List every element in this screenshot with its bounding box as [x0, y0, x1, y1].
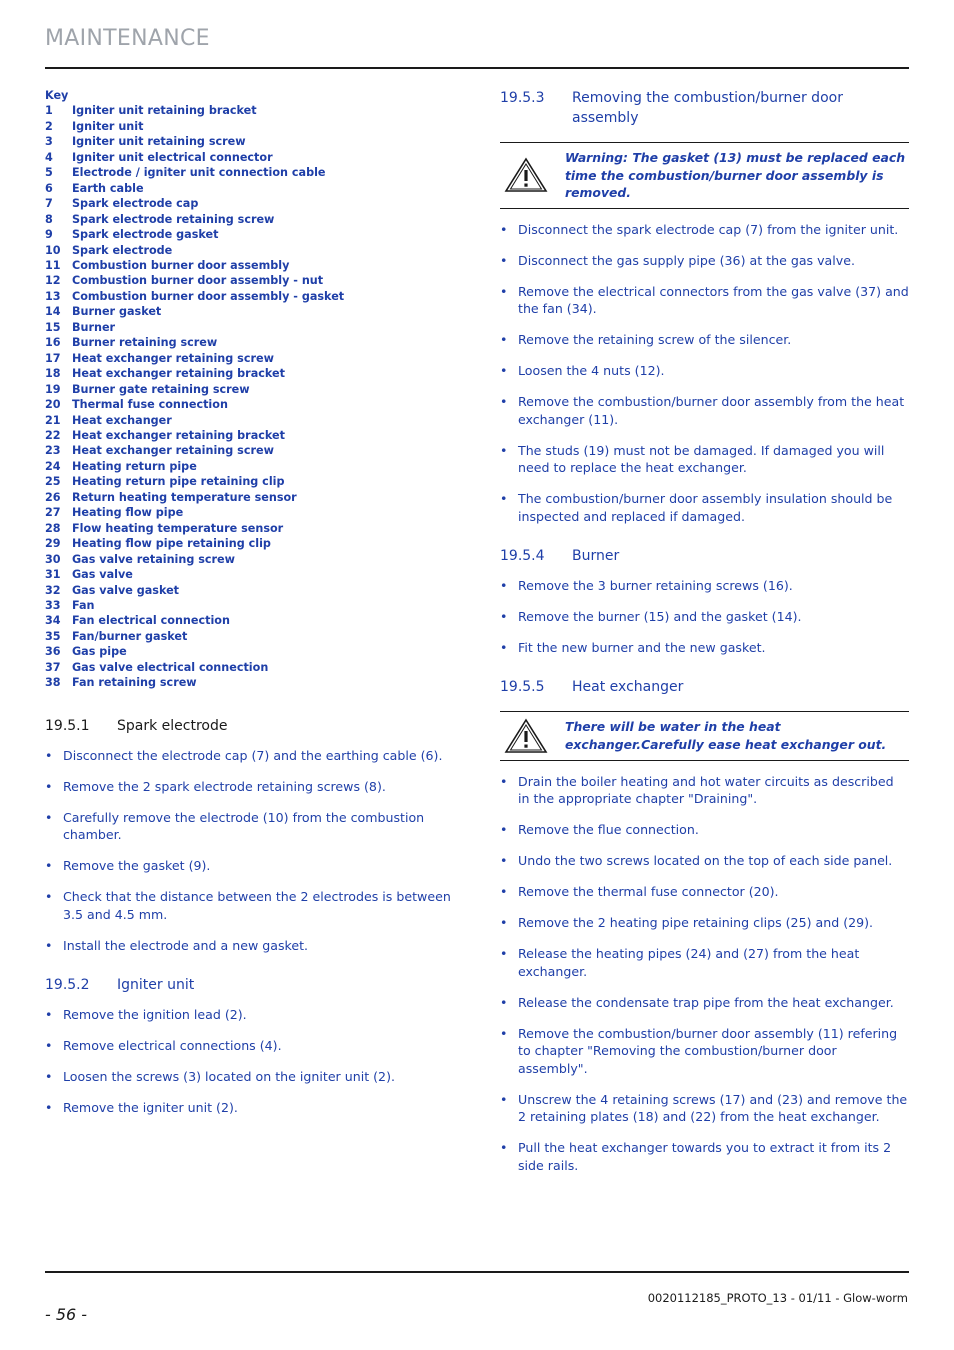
key-item-number: 20 [45, 398, 61, 412]
key-item-number: 28 [45, 521, 61, 535]
key-item [45, 428, 455, 443]
key-item-label: Heat exchanger retaining bracket [72, 367, 285, 381]
key-item-label: Fan retaining screw [72, 676, 197, 690]
key-item [45, 397, 455, 412]
burner-steps [500, 577, 909, 657]
header-divider [45, 67, 909, 69]
step-item: • Loosen the 4 nuts (12). [500, 362, 909, 380]
key-item [45, 196, 455, 211]
key-item [45, 490, 455, 505]
key-item [45, 181, 455, 196]
step-item: • Disconnect the electrode cap (7) and the earthing cable (6). [45, 747, 455, 765]
step-item: • Remove the flue connection. [500, 821, 909, 839]
key-item-label: Burner gate retaining screw [72, 382, 250, 396]
key-item [45, 613, 455, 628]
document-reference: 0020112185_PROTO_13 - 01/11 - Glow-worm [647, 1291, 908, 1305]
key-item [45, 212, 455, 227]
key-item [45, 413, 455, 428]
key-item-number: 6 [45, 181, 53, 195]
key-item-label: Combustion burner door assembly [72, 258, 290, 272]
step-item: • Remove the combustion/burner door assembly from the heat exchanger (11). [500, 393, 909, 428]
key-item-number: 19 [45, 382, 61, 396]
key-item [45, 505, 455, 520]
door-assembly-steps [500, 221, 909, 526]
key-item-label: Heat exchanger retaining bracket [72, 428, 285, 442]
key-item-label: Spark electrode retaining screw [72, 212, 275, 226]
key-item [45, 567, 455, 582]
key-item-label: Heat exchanger retaining screw [72, 444, 274, 458]
key-item [45, 536, 455, 551]
step-item: • The combustion/burner door assembly insulation should be inspected and replaced if damaged. [500, 490, 909, 525]
key-item-label: Igniter unit electrical connector [72, 150, 273, 164]
key-item-number: 14 [45, 305, 61, 319]
key-item [45, 629, 455, 644]
key-item [45, 134, 455, 149]
right-column [500, 88, 909, 1188]
warning-box-water [500, 711, 909, 761]
key-item-label: Heating return pipe [72, 459, 197, 473]
key-item-number: 30 [45, 552, 61, 566]
key-item-number: 2 [45, 119, 53, 133]
key-item-number: 23 [45, 444, 61, 458]
heat-exchanger-steps [500, 773, 909, 1175]
section-number: 19.5.4 [500, 547, 545, 564]
key-item [45, 598, 455, 613]
key-item-number: 31 [45, 568, 61, 582]
key-item [45, 459, 455, 474]
key-item [45, 552, 455, 567]
key-item-label: Flow heating temperature sensor [72, 521, 284, 535]
warning-text: Warning: The gasket (13) must be replaced each time the combustion/burner door assembly is removed. [565, 150, 906, 200]
key-item [45, 304, 455, 319]
key-item-number: 35 [45, 629, 61, 643]
step-item: • Remove electrical connections (4). [45, 1037, 455, 1055]
igniter-unit-steps [45, 1006, 455, 1117]
section-number: 19.5.1 [45, 717, 90, 734]
key-item-number: 17 [45, 351, 61, 365]
key-item [45, 644, 455, 659]
step-item: • Remove the gasket (9). [45, 857, 455, 875]
key-item-label: Spark electrode [72, 243, 173, 257]
key-item-label: Burner gasket [72, 305, 162, 319]
step-item: • Remove the igniter unit (2). [45, 1099, 455, 1117]
key-item [45, 273, 455, 288]
key-item-label: Gas valve electrical connection [72, 660, 269, 674]
left-column [45, 88, 455, 1130]
key-item-number: 11 [45, 258, 61, 272]
key-item-number: 32 [45, 583, 61, 597]
key-item-label: Electrode / igniter unit connection cable [72, 166, 326, 180]
key-item-number: 16 [45, 336, 61, 350]
section-number: 19.5.3 [500, 90, 545, 106]
step-item: • Check that the distance between the 2 electrodes is between 3.5 and 4.5 mm. [45, 888, 455, 923]
key-item [45, 258, 455, 273]
key-item [45, 474, 455, 489]
section-heading-burner [500, 546, 909, 566]
parts-key [45, 88, 455, 691]
key-item-number: 24 [45, 459, 61, 473]
key-item-number: 22 [45, 428, 61, 442]
key-item-label: Heating flow pipe [72, 506, 184, 520]
step-item: • Remove the burner (15) and the gasket (14). [500, 608, 909, 626]
step-item: • Pull the heat exchanger towards you to extract it from its 2 side rails. [500, 1139, 909, 1174]
key-item-number: 10 [45, 243, 61, 257]
key-item-number: 37 [45, 660, 61, 674]
key-item-label: Burner retaining screw [72, 336, 218, 350]
key-item-label: Thermal fuse connection [72, 398, 228, 412]
step-item: • Remove the 2 spark electrode retaining screws (8). [45, 778, 455, 796]
key-item [45, 583, 455, 598]
section-heading-spark-electrode [45, 716, 455, 736]
key-item-number: 26 [45, 490, 61, 504]
section-heading-heat-exchanger [500, 677, 909, 697]
section-number: 19.5.5 [500, 678, 545, 695]
warning-box-gasket [500, 142, 909, 209]
key-item [45, 165, 455, 180]
key-title: Key [45, 89, 69, 102]
key-item-number: 15 [45, 320, 61, 334]
key-item-number: 12 [45, 274, 61, 288]
section-heading-door-assembly [500, 88, 909, 128]
key-item [45, 521, 455, 536]
step-item: • The studs (19) must not be damaged. If damaged you will need to replace the heat exchanger. [500, 442, 909, 477]
key-item-label: Heat exchanger [72, 413, 172, 427]
key-item [45, 103, 455, 118]
key-item-number: 3 [45, 135, 53, 149]
key-item-label: Fan/burner gasket [72, 629, 188, 643]
key-item-label: Spark electrode cap [72, 197, 199, 211]
key-item-label: Combustion burner door assembly - gasket [72, 289, 345, 303]
key-item-label: Igniter unit [72, 119, 144, 133]
step-item: • Install the electrode and a new gasket. [45, 937, 455, 955]
key-item [45, 320, 455, 335]
section-title: Burner [572, 547, 620, 564]
key-item [45, 382, 455, 397]
step-item: • Remove the 2 heating pipe retaining clips (25) and (29). [500, 914, 909, 932]
key-item [45, 660, 455, 675]
key-item-label: Combustion burner door assembly - nut [72, 274, 324, 288]
step-item: • Disconnect the gas supply pipe (36) at the gas valve. [500, 252, 909, 270]
key-item [45, 335, 455, 350]
step-item: • Remove the electrical connectors from the gas valve (37) and the fan (34). [500, 283, 909, 318]
step-item: • Unscrew the 4 retaining screws (17) and (23) and remove the 2 retaining plates (18) and (22) from the heat exchanger. [500, 1091, 909, 1126]
step-item: • Remove the combustion/burner door assembly (11) refering to chapter "Removing the combustion/burner door assembly". [500, 1025, 909, 1078]
warning-text: There will be water in the heat exchanger.Carefully ease heat exchanger out. [565, 719, 887, 752]
spark-electrode-steps [45, 747, 455, 955]
key-item-number: 13 [45, 289, 61, 303]
key-item-label: Fan electrical connection [72, 614, 230, 628]
step-item: • Undo the two screws located on the top of each side panel. [500, 852, 909, 870]
key-item [45, 289, 455, 304]
key-item-label: Gas valve [72, 568, 133, 582]
key-item-label: Igniter unit retaining bracket [72, 104, 257, 118]
warning-triangle-icon [504, 718, 548, 754]
section-number: 19.5.2 [45, 976, 90, 993]
warning-triangle-icon [504, 157, 548, 193]
key-item [45, 675, 455, 690]
key-item-label: Burner [72, 320, 116, 334]
key-item-number: 33 [45, 598, 61, 612]
key-item-label: Return heating temperature sensor [72, 490, 297, 504]
key-item-number: 36 [45, 645, 61, 659]
step-item: • Disconnect the spark electrode cap (7) from the igniter unit. [500, 221, 909, 239]
key-item-label: Gas valve gasket [72, 583, 180, 597]
key-item-label: Heat exchanger retaining screw [72, 351, 274, 365]
key-item-label: Gas valve retaining screw [72, 552, 235, 566]
key-item-label: Gas pipe [72, 645, 127, 659]
key-item-number: 1 [45, 104, 53, 118]
section-title: Igniter unit [117, 976, 195, 993]
key-item-label: Heating flow pipe retaining clip [72, 537, 271, 551]
step-item: • Fit the new burner and the new gasket. [500, 639, 909, 657]
key-item [45, 443, 455, 458]
key-list [45, 103, 455, 690]
key-item [45, 150, 455, 165]
key-item [45, 119, 455, 134]
section-heading-igniter-unit [45, 975, 455, 995]
page-number: - 56 - [45, 1305, 88, 1324]
key-item-number: 18 [45, 367, 61, 381]
key-item-number: 38 [45, 676, 61, 690]
step-item: • Drain the boiler heating and hot water circuits as described in the appropriate chapter "Draining". [500, 773, 909, 808]
key-item-number: 4 [45, 150, 53, 164]
step-item: • Remove the ignition lead (2). [45, 1006, 455, 1024]
key-item-number: 21 [45, 413, 61, 427]
key-item-label: Heating return pipe retaining clip [72, 475, 285, 489]
step-item: • Remove the retaining screw of the silencer. [500, 331, 909, 349]
section-title: Removing the combustion/burner door assembly [572, 90, 843, 126]
step-item: • Remove the 3 burner retaining screws (16). [500, 577, 909, 595]
section-title: Heat exchanger [572, 678, 684, 695]
key-item-label: Igniter unit retaining screw [72, 135, 246, 149]
key-item-number: 25 [45, 475, 61, 489]
step-item: • Carefully remove the electrode (10) from the combustion chamber. [45, 809, 455, 844]
key-item-label: Fan [72, 598, 95, 612]
key-item-number: 27 [45, 506, 61, 520]
key-item-number: 5 [45, 166, 53, 180]
key-item-number: 29 [45, 537, 61, 551]
section-title: Spark electrode [117, 717, 228, 734]
step-item: • Remove the thermal fuse connector (20). [500, 883, 909, 901]
key-item [45, 366, 455, 381]
key-item-label: Spark electrode gasket [72, 228, 219, 242]
key-item [45, 227, 455, 242]
step-item: • Loosen the screws (3) located on the igniter unit (2). [45, 1068, 455, 1086]
key-item [45, 243, 455, 258]
page-header-title: MAINTENANCE [45, 26, 210, 51]
step-item: • Release the heating pipes (24) and (27) from the heat exchanger. [500, 945, 909, 980]
step-item: • Release the condensate trap pipe from the heat exchanger. [500, 994, 909, 1012]
key-item-number: 34 [45, 614, 61, 628]
key-item-number: 8 [45, 212, 53, 226]
footer-divider [45, 1271, 909, 1273]
key-item-label: Earth cable [72, 181, 144, 195]
key-item-number: 7 [45, 197, 53, 211]
key-item [45, 351, 455, 366]
key-item-number: 9 [45, 228, 53, 242]
